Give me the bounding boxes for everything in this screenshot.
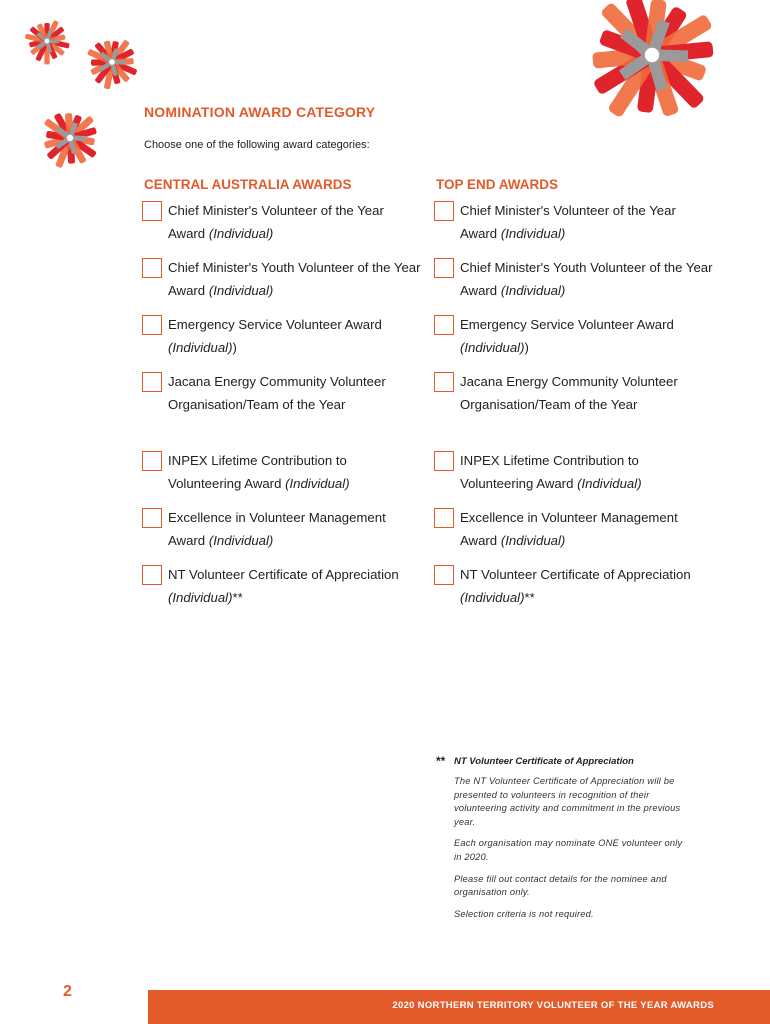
- award-name: Chief Minister's Volunteer of the Year Award: [168, 203, 384, 242]
- award-option[interactable]: [436, 315, 715, 360]
- note-paragraph: Each organisation may nominate ONE volunteer only in 2020.: [454, 838, 683, 862]
- award-name: Emergency Service Volunteer Award: [168, 317, 382, 332]
- award-option[interactable]: [436, 565, 715, 610]
- award-name: INPEX Lifetime Contribution to Volunteering Award: [168, 453, 347, 492]
- award-option[interactable]: [144, 201, 423, 246]
- flower-decoration-icon: [32, 100, 108, 176]
- award-name: Chief Minister's Volunteer of the Year Award: [460, 203, 676, 242]
- award-type: (Individual): [208, 283, 274, 299]
- top-end-awards-column: [436, 177, 713, 606]
- award-checkbox[interactable]: [142, 565, 162, 585]
- column-heading: CENTRAL AUSTRALIA AWARDS: [144, 177, 352, 192]
- award-checkbox[interactable]: [434, 565, 454, 585]
- award-label: [168, 506, 423, 553]
- award-name: Chief Minister's Youth Volunteer of the Year Award: [168, 260, 421, 299]
- award-option[interactable]: [436, 508, 715, 553]
- page-number: 2: [63, 983, 72, 1000]
- central-australia-awards-column: [144, 177, 421, 606]
- award-checkbox[interactable]: [142, 451, 162, 471]
- award-option[interactable]: [144, 258, 423, 303]
- footer-text: 2020 NORTHERN TERRITORY VOLUNTEER OF THE YEAR AWARDS: [392, 1000, 714, 1011]
- award-checkbox[interactable]: [142, 372, 162, 392]
- award-type: (Individual): [285, 476, 350, 492]
- award-name: Excellence in Volunteer Management Award: [168, 510, 386, 549]
- award-name: Jacana Energy Community Volunteer Organisation/Team of the Year: [460, 374, 678, 413]
- award-type: (Individual): [500, 533, 566, 549]
- award-checkbox[interactable]: [142, 315, 162, 335]
- award-suffix: **: [232, 590, 243, 606]
- award-type: (Individual): [500, 283, 566, 299]
- column-heading: TOP END AWARDS: [436, 177, 559, 192]
- award-name: INPEX Lifetime Contribution to Volunteering Award: [460, 453, 639, 492]
- award-name: Jacana Energy Community Volunteer Organisation/Team of the Year: [168, 374, 386, 413]
- note-stars: **: [436, 754, 446, 768]
- award-option[interactable]: [436, 201, 715, 246]
- note-paragraph: Please fill out contact details for the nominee and organisation only.: [454, 873, 667, 898]
- section-title: NOMINATION AWARD CATEGORY: [144, 104, 376, 120]
- award-type: (Individual): [460, 590, 525, 606]
- award-option[interactable]: [144, 508, 423, 553]
- flower-decoration-icon: [18, 12, 76, 70]
- award-option[interactable]: [436, 372, 715, 417]
- award-option[interactable]: [144, 451, 423, 496]
- award-type: (Individual): [208, 533, 274, 549]
- intro-text: Choose one of the following award categories:: [144, 139, 370, 151]
- certificate-note: [436, 756, 686, 921]
- award-option[interactable]: [436, 258, 715, 303]
- award-label: [460, 506, 715, 553]
- award-label: [460, 256, 715, 303]
- award-option[interactable]: [144, 372, 423, 417]
- award-name: NT Volunteer Certificate of Appreciation: [460, 567, 691, 582]
- note-title: NT Volunteer Certificate of Appreciation: [454, 756, 634, 767]
- award-checkbox[interactable]: [142, 508, 162, 528]
- award-label: [460, 370, 715, 417]
- award-type: (Individual): [460, 340, 525, 356]
- note-paragraph: Selection criteria is not required.: [454, 908, 594, 919]
- flower-decoration-icon: [78, 28, 146, 96]
- award-name: Excellence in Volunteer Management Award: [460, 510, 678, 549]
- award-type: (Individual): [168, 340, 233, 356]
- award-suffix: ): [524, 340, 529, 356]
- award-checkbox[interactable]: [142, 258, 162, 278]
- award-checkbox[interactable]: [142, 201, 162, 221]
- award-type: (Individual): [500, 226, 566, 242]
- award-option[interactable]: [144, 315, 423, 360]
- flower-decoration-large-icon: [552, 0, 752, 134]
- award-checkbox[interactable]: [434, 508, 454, 528]
- award-label: [168, 313, 423, 360]
- award-type: (Individual): [168, 590, 233, 606]
- award-label: [460, 199, 715, 246]
- award-type: (Individual): [208, 226, 274, 242]
- award-checkbox[interactable]: [434, 372, 454, 392]
- award-type: (Individual): [577, 476, 642, 492]
- award-label: [168, 199, 423, 246]
- award-label: [168, 370, 423, 417]
- award-label: [168, 256, 423, 303]
- award-checkbox[interactable]: [434, 258, 454, 278]
- award-label: [460, 563, 715, 610]
- award-checkbox[interactable]: [434, 315, 454, 335]
- award-option[interactable]: [144, 565, 423, 610]
- award-label: [460, 313, 715, 360]
- award-checkbox[interactable]: [434, 451, 454, 471]
- award-suffix: ): [232, 340, 237, 356]
- award-label: [168, 449, 423, 496]
- award-label: [460, 449, 715, 496]
- award-option[interactable]: [436, 451, 715, 496]
- note-paragraph: The NT Volunteer Certificate of Appreciation will be presented to volunteers in recognition of their volunteering activity and commitment in the previous year.: [454, 776, 681, 827]
- award-name: Chief Minister's Youth Volunteer of the Year Award: [460, 260, 713, 299]
- award-suffix: **: [524, 590, 535, 606]
- award-name: Emergency Service Volunteer Award: [460, 317, 674, 332]
- award-checkbox[interactable]: [434, 201, 454, 221]
- award-label: [168, 563, 423, 610]
- award-name: NT Volunteer Certificate of Appreciation: [168, 567, 399, 582]
- footer-bar: [148, 990, 770, 1024]
